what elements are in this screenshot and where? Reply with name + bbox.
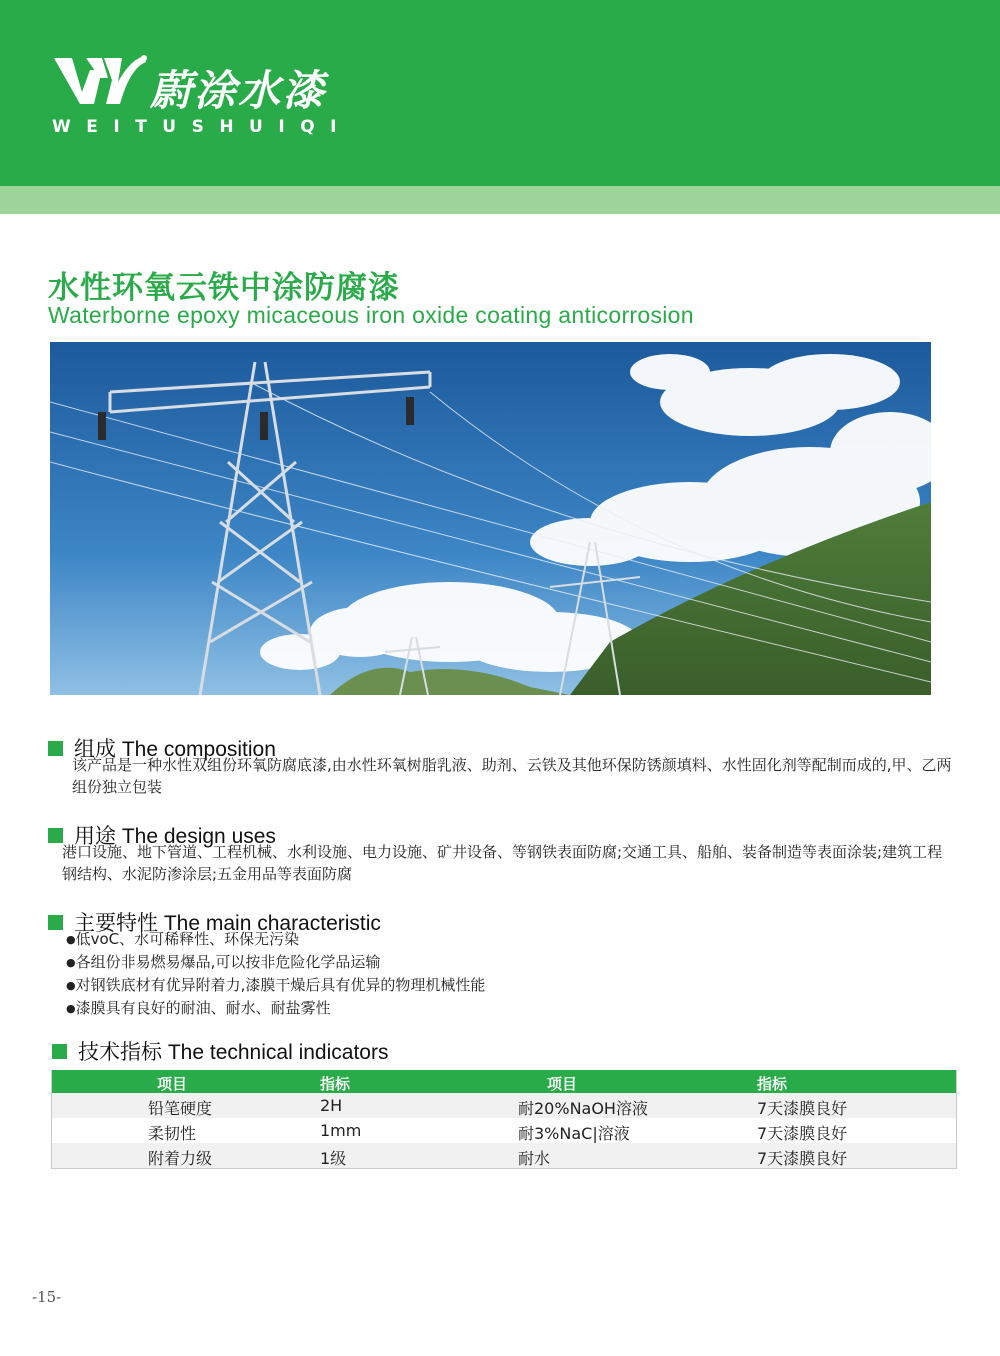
product-title-cn: 水性环氧云铁中涂防腐漆 (48, 270, 400, 306)
section-heading-uses: 用途 The design uses (48, 820, 276, 850)
square-bullet-icon (48, 741, 63, 756)
table-cell: 耐水 (518, 1149, 551, 1168)
section-heading-technical: 技术指标 The technical indicators (52, 1036, 388, 1066)
column-header: 项目 (547, 1075, 578, 1093)
square-bullet-icon (48, 828, 63, 843)
column-header: 指标 (757, 1075, 788, 1093)
table-cell: 附着力级 (148, 1149, 213, 1168)
table-cell: 铅笔硬度 (148, 1099, 213, 1118)
column-header: 指标 (320, 1075, 351, 1093)
characteristic-list (66, 928, 485, 1020)
list-item: ● 低voC、水可稀释性、环保无污染 (66, 928, 485, 951)
table-cell: 2H (320, 1096, 343, 1115)
table-cell: 7天漆膜良好 (757, 1149, 848, 1168)
brand-name-en: WEITUSHUIQI (52, 117, 352, 137)
header-subbar (0, 186, 1000, 214)
table-cell: 1mm (320, 1121, 362, 1140)
composition-text: 该产品是一种水性双组份环氧防腐底漆,由水性环氧树脂乳液、助剂、云铁及其他环保防锈颜填料、水性固化剂等配制而成的,甲、乙两组份独立包装 (72, 756, 952, 796)
section-heading-composition: 组成 The composition (48, 733, 276, 763)
technical-table (51, 1070, 957, 1169)
table-cell: 1级 (320, 1149, 347, 1168)
table-row (52, 1093, 956, 1118)
list-item: ● 各组份非易燃易爆品,可以按非危险化学品运输 (66, 951, 485, 974)
table-cell: 7天漆膜良好 (757, 1099, 848, 1118)
list-item: ● 对钢铁底材有优异附着力,漆膜干燥后具有优异的物理机械性能 (66, 974, 485, 997)
section-heading-characteristic: 主要特性 The main characteristic (48, 907, 381, 937)
page-number: -15- (32, 1288, 62, 1306)
table-cell: 耐3%NaC|溶液 (518, 1124, 630, 1143)
table-cell: 7天漆膜良好 (757, 1124, 848, 1143)
square-bullet-icon (52, 1044, 67, 1059)
brand-logo-icon (52, 52, 148, 110)
column-header: 项目 (157, 1075, 188, 1093)
table-header-row (52, 1070, 956, 1093)
product-title-en: Waterborne epoxy micaceous iron oxide coating anticorrosion (48, 302, 694, 328)
uses-text: 港口设施、地下管道、工程机械、水利设施、电力设施、矿井设备、等钢铁表面防腐;交通工具、船舶、装备制造等表面涂装;建筑工程钢结构、水泥防渗涂层;五金用品等表面防腐 (62, 843, 943, 883)
list-item: ● 漆膜具有良好的耐油、耐水、耐盐雾性 (66, 997, 485, 1020)
brand-name-cn: 蔚涂水漆 (150, 66, 327, 115)
product-photo (50, 342, 931, 695)
table-cell: 柔韧性 (148, 1124, 197, 1143)
square-bullet-icon (48, 915, 63, 930)
table-cell: 耐20%NaOH溶液 (518, 1099, 648, 1118)
table-row (52, 1118, 956, 1143)
table-row (52, 1143, 956, 1168)
